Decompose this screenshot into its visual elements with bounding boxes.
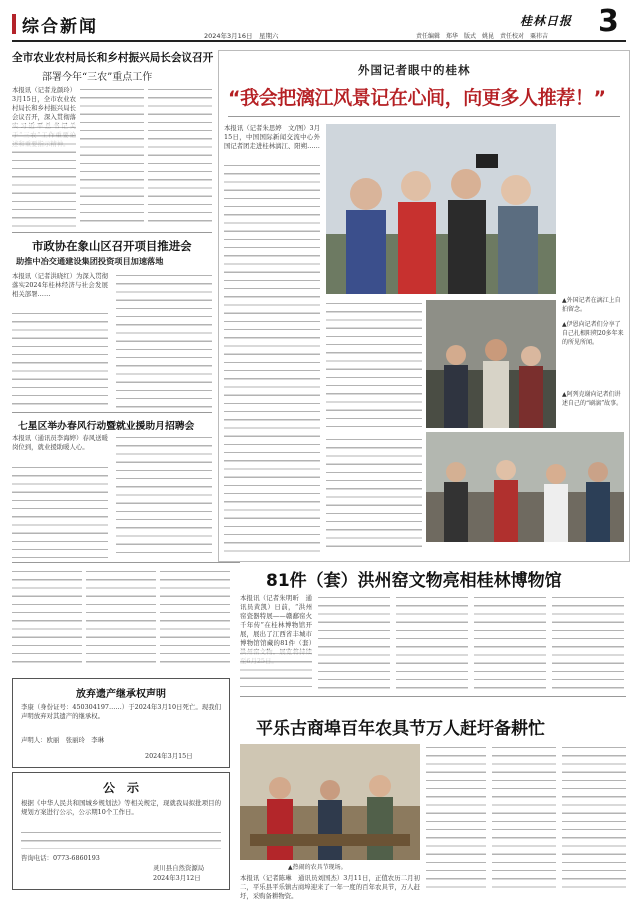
body-text (240, 650, 312, 690)
body-text (396, 594, 468, 690)
body-text (12, 464, 108, 558)
body-text (562, 744, 626, 888)
photo-alexei-story (426, 432, 624, 542)
body-lead: 本报讯（记者龙颜玲）3月15日，全市农业农村局长和乡村振兴局长会议召开，深入贯彻落 (12, 86, 76, 121)
feature-headline: “我会把漓江风景记在心间，向更多人推荐！” (228, 87, 606, 109)
caption: ▲阿列克谢向记者们讲述自己的“刷漓”故事。 (562, 391, 623, 407)
headline: 七星区举办春风行动暨就业援助月招聘会 (18, 421, 195, 432)
body-text (318, 594, 390, 690)
headline: 81件（套）洪州窑文物亮相桂林博物馆 (266, 571, 562, 591)
body-text (426, 744, 486, 888)
story-cppcc-project (12, 238, 212, 410)
body-text (116, 434, 212, 558)
feature-body-text (326, 436, 422, 552)
divider (12, 562, 240, 563)
notice-body-lines (21, 829, 221, 849)
notice-public (12, 772, 230, 890)
headline: 平乐古商埠百年农具节万人赶圩备耕忙 (256, 719, 545, 739)
body-text (148, 86, 212, 228)
body-text (474, 594, 546, 690)
photo-ian-sharing (426, 300, 556, 428)
notice-issuer: 灵川县自然资源局 (153, 864, 205, 872)
subheadline: 部署今年“三农”重点工作 (42, 72, 153, 83)
notice-phone: 咨询电话：0773-6860193 (21, 854, 100, 862)
headline: 全市农业农村局长和乡村振兴局长会议召开 (12, 52, 214, 64)
notice-body: 李康（身份证号：450304197……）于2024年3月10日死亡。现我们声明放弃对其遗产的继承权。 (21, 703, 221, 720)
divider (240, 696, 626, 697)
story-farm-tools-fair (240, 700, 628, 900)
feature-body-text (326, 300, 422, 430)
body-text (492, 744, 556, 888)
body-text (116, 272, 212, 410)
story-agri-meeting (12, 50, 212, 230)
feature-kicker: 外国记者眼中的桂林 (358, 63, 471, 77)
story-job-fair (12, 418, 212, 558)
divider (12, 412, 212, 413)
notice-title: 放弃遗产继承权声明 (76, 689, 166, 700)
page-number: 3 (598, 4, 619, 39)
subheadline: 助推中冶交通建设集团投资项目加速落地 (16, 256, 164, 266)
story-hongzhou-kiln (240, 562, 628, 694)
divider (228, 116, 620, 117)
notice-body: 根据《中华人民共和国城乡规划法》等相关规定，现就我局拟批项目的规划方案进行公示，公示期10个工作日。 (21, 799, 221, 816)
divider (12, 232, 212, 233)
notice-date: 2024年3月15日 (145, 752, 193, 760)
masthead-rule (12, 40, 626, 42)
photo-image (240, 744, 420, 860)
photo-image (426, 300, 556, 428)
body-text (12, 310, 108, 410)
notice-date: 2024年3月12日 (153, 874, 201, 882)
caption: ▲外国记者在漓江上自拍留念。 (562, 297, 621, 313)
body-text (12, 568, 82, 668)
body-text (86, 568, 156, 668)
photo-reporters-selfie (326, 124, 556, 294)
feature-body-lead: 本报讯（记者朱思婷 文/图）3月15日，中国国际新闻交流中心外国记者团走进桂林漓江、阳朔…… (224, 124, 320, 150)
masthead-logo: 桂林日报 (520, 14, 573, 28)
body-lead: 本报讯（记者朱明昕 通讯员黄凯）日前，“洪州窑瓷器特展——赣鄱窑火千年传”在桂林博物馆开展，展出了江西省丰城市博物馆馆藏的81件（套） (240, 594, 312, 647)
photo-image (326, 124, 556, 294)
section-title: 综合新闻 (22, 17, 98, 37)
caption: ▲伊恩向记者们分享了自己扎根阳朔20多年来的所见所闻。 (562, 321, 624, 346)
body-lead: 本报讯（通讯员李海婷）春风送暖岗位到，就业援助暖人心。 (12, 434, 108, 451)
body-lead: 本报讯（记者洪晓红）为深入贯彻落实2024年桂林经济与社会发展相关部署…… (12, 272, 108, 298)
notice-signers: 声明人：欧丽 张丽玲 李琳 (21, 736, 105, 744)
feature-body-text (224, 162, 320, 552)
headline: 市政协在象山区召开项目推进会 (32, 239, 192, 253)
body-lead: 本报讯（记者陈琳 通讯员刘国杰）3月11日，正值农历二月初二，平乐县平乐镇古商埠迎来了一年一度的百年农具节，万人赶圩，采购备耕物资。 (240, 874, 420, 900)
body-text (12, 124, 76, 228)
photo-farm-fair (240, 744, 420, 860)
masthead-editors: 责任编辑 郑华 版式 姚昆 责任校对 粟祎吉 (416, 33, 549, 40)
body-text (80, 86, 144, 228)
photo-image (426, 432, 624, 542)
masthead-date: 2024年3月16日 星期六 (204, 32, 279, 40)
notice-title: 公 示 (102, 781, 139, 795)
body-text (160, 568, 230, 668)
notice-inheritance (12, 678, 230, 768)
caption: ▲热闹的农具节现场。 (288, 864, 347, 871)
body-text (552, 594, 624, 690)
masthead (0, 0, 640, 40)
